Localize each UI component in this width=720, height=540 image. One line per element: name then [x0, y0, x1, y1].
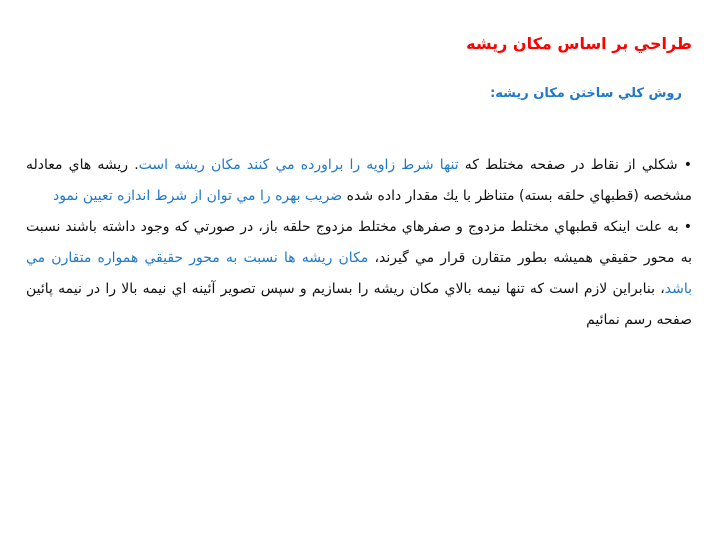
- slide-subtitle: روش كلي ساختن مكان ريشه:: [490, 86, 682, 101]
- paragraph-text: . ريشه هاي معادله مشخصه (قطبهاي حلقه بسته) متناظر با يك مقدار داده شده: [26, 157, 692, 204]
- slide-title: طراحي بر اساس مكان ريشه: [466, 34, 692, 53]
- highlighted-text: مكان ريشه ها نسبت به محور حقيقي همواره متقارن مي باشد: [26, 250, 692, 297]
- paragraph-text: ، بنابراين لازم است كه تنها نيمه بالاي مكان ريشه را بسازيم و سپس تصوير آئينه اي نيمه بالا را در نيمه پائين صفحه رسم نمائيم: [26, 281, 692, 328]
- paragraph-text: به علت اينكه قطبهاي مختلط مزدوج و صفرهاي مختلط مزدوج حلقه باز، در صورتي كه وجود داشته باشند نسبت به محور حقيقي هميشه بطور متقارن قرار مي گيرند،: [26, 219, 692, 266]
- bullet-icon: •: [683, 219, 692, 235]
- slide-body: [26, 150, 692, 336]
- highlighted-text: ضريب بهره را مي توان از شرط اندازه تعيين نمود: [52, 188, 343, 204]
- bullet-icon: •: [683, 157, 692, 173]
- paragraph-symmetry: [26, 212, 692, 336]
- highlighted-text: تنها شرط زاويه را براورده مي كنند مكان ريشه است: [138, 157, 459, 173]
- paragraph-root-locus-definition: [26, 150, 692, 212]
- paragraph-text: شكلي از نقاط در صفحه مختلط كه: [458, 157, 678, 173]
